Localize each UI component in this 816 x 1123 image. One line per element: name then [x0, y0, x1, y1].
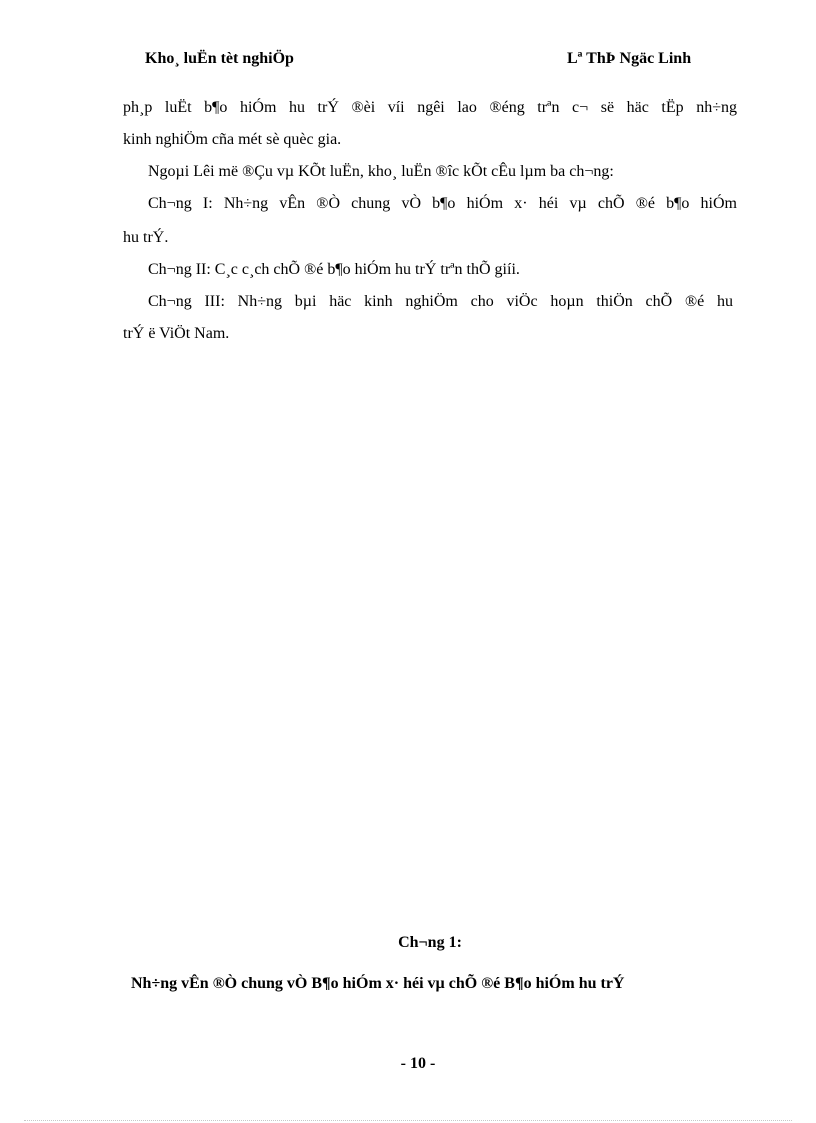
body-line-3: Ngoµi Lêi më ®Çu vµ KÕt luËn, kho¸ luËn ®îc kÕt cÊu lµm ba ch¬ng: [148, 163, 614, 180]
body-line-8: trÝ ë ViÖt Nam. [123, 325, 230, 342]
page-number: - 10 - [400, 1055, 436, 1072]
body-line-7: Ch¬ng III: Nh÷ng bµi häc kinh nghiÖm cho viÖc hoµn thiÖn chÕ ®é hu [148, 293, 733, 310]
body-line-2: kinh nghiÖm cña mét sè quèc gia. [123, 131, 342, 148]
body-line-5: hu trÝ. [123, 229, 169, 246]
body-line-4: Ch¬ng I: Nh÷ng vÊn ®Ò chung vÒ b¶o hiÓm x· héi vµ chÕ ®é b¶o hiÓm [148, 195, 737, 212]
chapter-label: Ch¬ng 1: [398, 934, 462, 951]
footer-divider [24, 1120, 792, 1121]
body-line-6: Ch¬ng II: C¸c c¸ch chÕ ®é b¶o hiÓm hu trÝ trªn thÕ giíi. [148, 261, 520, 278]
chapter-title: Nh÷ng vÊn ®Ò chung vÒ B¶o hiÓm x· héi vµ chÕ ®é B¶o hiÓm hu trÝ [131, 975, 625, 992]
header-author-name: Lª ThÞ Ngäc Linh [567, 50, 692, 67]
header-thesis-label: Kho¸ luËn tèt nghiÖp [145, 50, 294, 67]
body-line-1: ph¸p luËt b¶o hiÓm hu trÝ ®èi víi ngêi lao ®éng trªn c¬ së häc tËp nh÷ng [123, 99, 737, 116]
